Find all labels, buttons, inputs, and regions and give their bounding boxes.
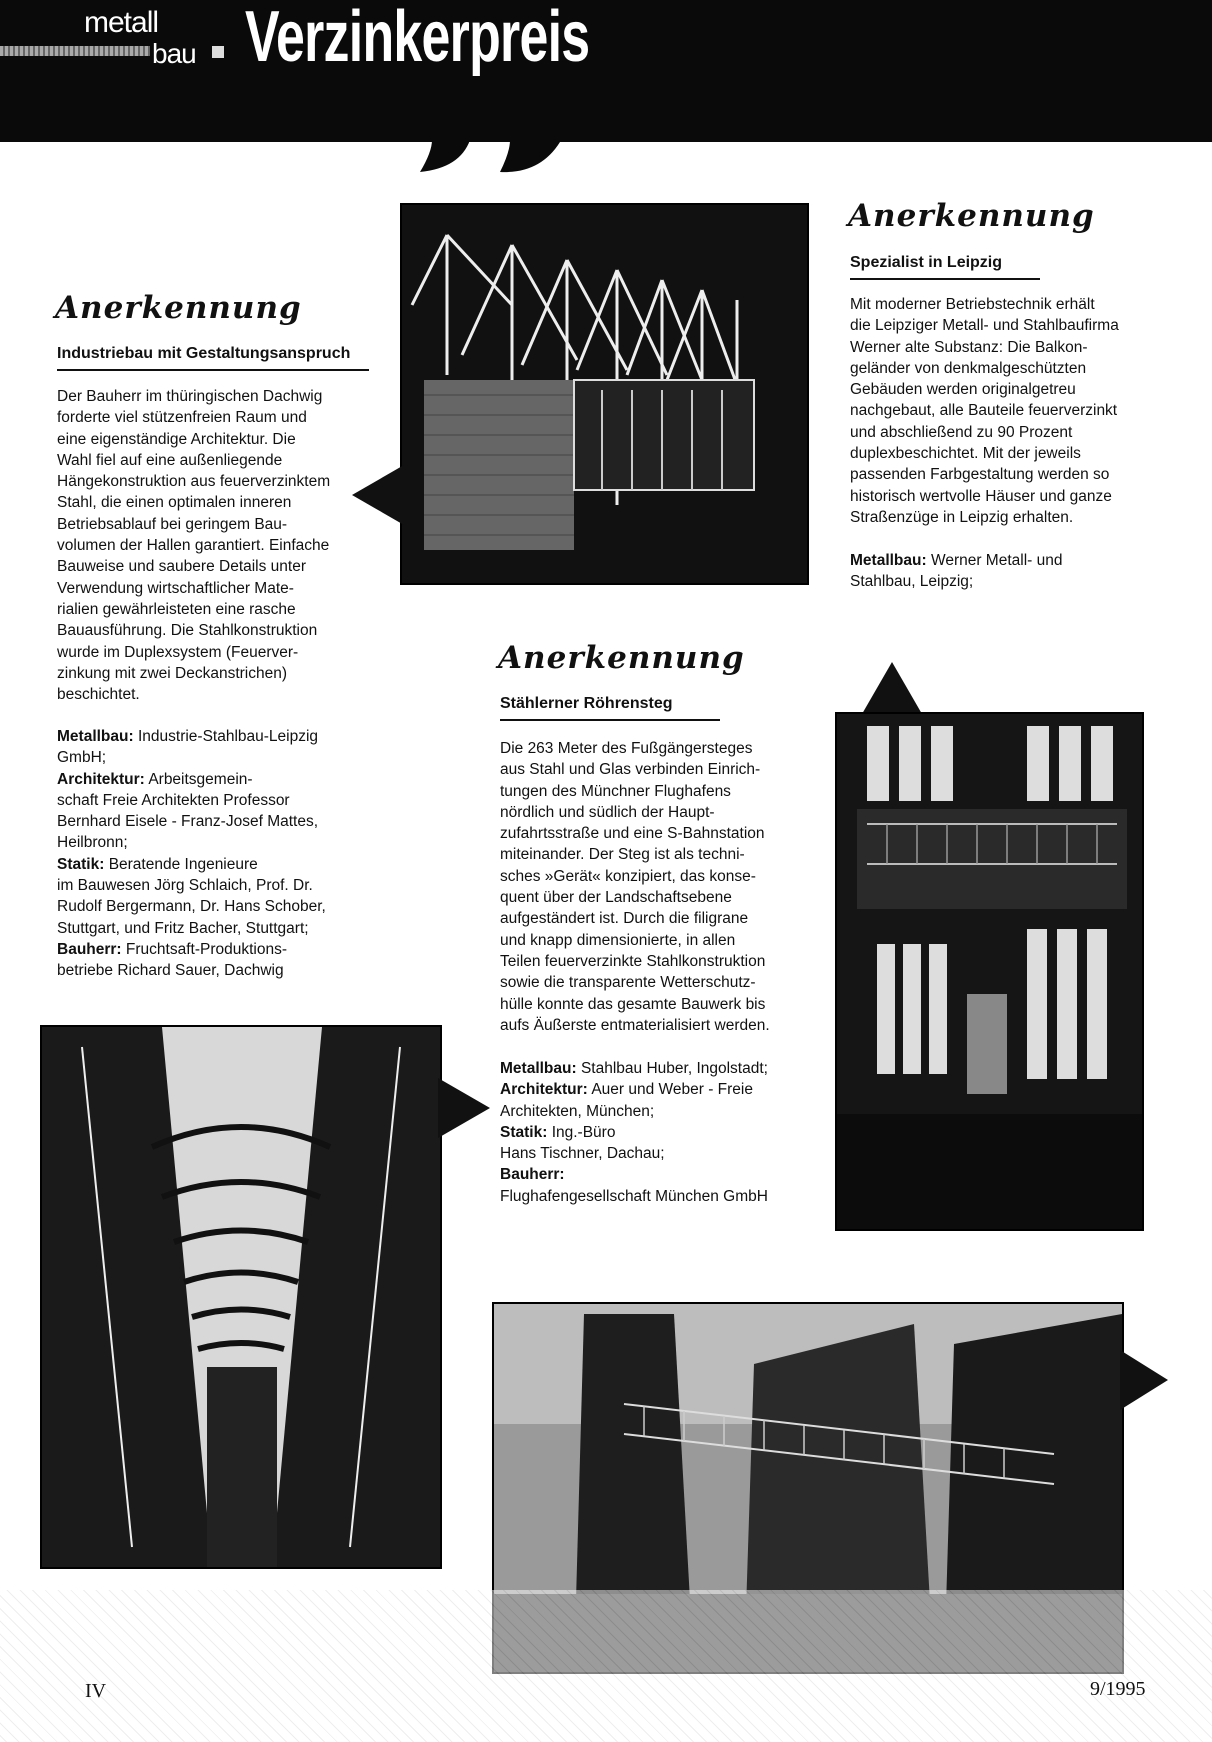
credit-line bbox=[500, 1186, 820, 1207]
body-line: aufs Äußerste entmaterialisiert werden. bbox=[500, 1016, 770, 1034]
article-3-body bbox=[500, 738, 820, 1036]
credit-line bbox=[57, 854, 377, 875]
credit-line bbox=[57, 726, 377, 747]
body-line: nördlich und südlich der Haupt- bbox=[500, 803, 715, 821]
credit-text: Stahlbau, Leipzig; bbox=[850, 573, 974, 591]
article-1-credits bbox=[57, 726, 377, 982]
page-title: Verzinkerpreis bbox=[245, 0, 590, 77]
credit-line bbox=[500, 1058, 820, 1079]
body-line: Bauweise und saubere Details unter bbox=[57, 558, 307, 576]
credit-text: Architekten, München; bbox=[500, 1102, 655, 1120]
credit-line bbox=[57, 896, 377, 917]
credit-line bbox=[57, 918, 377, 939]
article-1-subheading: Industriebau mit Gestaltungsanspruch bbox=[57, 345, 369, 371]
body-line: eine eigenständige Architektur. Die bbox=[57, 430, 296, 448]
body-line: duplexbeschichtet. Mit der jeweils bbox=[850, 445, 1081, 463]
credit-line bbox=[500, 1143, 820, 1164]
body-line: Hängekonstruktion aus feuerverzinktem bbox=[57, 473, 331, 491]
pointer-arrow-right-2 bbox=[1120, 1350, 1168, 1410]
pointer-arrow-right bbox=[438, 1078, 490, 1138]
body-line: Gebäuden werden originalgetreu bbox=[850, 381, 1076, 399]
body-line: tungen des Münchner Flughafens bbox=[500, 782, 731, 800]
credit-label: Architektur: bbox=[500, 1081, 588, 1099]
logo-bau: bau bbox=[152, 38, 196, 69]
page-number: IV bbox=[85, 1680, 107, 1702]
credit-text: Industrie-Stahlbau-Leipzig bbox=[137, 728, 319, 745]
credit-text: GmbH; bbox=[57, 749, 107, 767]
body-line: aus Stahl und Glas verbinden Einrich- bbox=[500, 761, 761, 779]
credit-line bbox=[500, 1079, 820, 1100]
credit-label: Metallbau: bbox=[57, 728, 134, 745]
article-2-body bbox=[850, 294, 1175, 528]
credit-text: im Bauwesen Jörg Schlaich, Prof. Dr. bbox=[57, 877, 313, 895]
body-line: aufgeständert ist. Durch die filigrane bbox=[500, 910, 749, 928]
credit-text: Bernhard Eisele - Franz-Josef Mattes, bbox=[57, 813, 319, 831]
body-line: Stahl, die einen optimalen inneren bbox=[57, 494, 292, 512]
decorative-95-graphic bbox=[360, 122, 580, 174]
article-3-subheading: Stählerner Röhrensteg bbox=[500, 695, 720, 721]
credit-label: Metallbau: bbox=[500, 1060, 577, 1077]
pointer-arrow-up bbox=[862, 662, 922, 714]
body-line: und knapp dimensionierte, in allen bbox=[500, 931, 736, 949]
credit-line bbox=[850, 550, 1175, 571]
article-2-subheading: Spezialist in Leipzig bbox=[850, 254, 1040, 280]
body-line: hülle konnte das gesamte Bauwerk bis bbox=[500, 995, 766, 1013]
article-1-heading: Anerkennung bbox=[55, 290, 302, 326]
body-line: passenden Farbgestaltung werden so bbox=[850, 466, 1110, 484]
body-line: beschichtet. bbox=[57, 686, 140, 704]
body-line: die Leipziger Metall- und Stahlbaufirma bbox=[850, 317, 1119, 335]
body-line: quent über der Landschaftsebene bbox=[500, 889, 732, 907]
article-2-credits bbox=[850, 550, 1175, 593]
credit-label: Bauherr: bbox=[500, 1166, 565, 1184]
body-line: Betriebsablauf bei geringem Bau- bbox=[57, 515, 288, 533]
body-line: zufahrtsstraße und eine S-Bahnstation bbox=[500, 825, 765, 843]
body-line: miteinander. Der Steg ist als techni- bbox=[500, 846, 745, 864]
body-line: sches »Gerät« konzipiert, das konse- bbox=[500, 867, 756, 885]
photo-industrial-hall bbox=[400, 203, 809, 585]
credit-text: betriebe Richard Sauer, Dachwig bbox=[57, 962, 284, 980]
logo-square bbox=[212, 46, 224, 58]
credit-label: Bauherr: bbox=[57, 940, 122, 958]
credit-text: schaft Freie Architekten Professor bbox=[57, 791, 290, 809]
credit-text: Stahlbau Huber, Ingolstadt; bbox=[580, 1060, 768, 1077]
credit-line bbox=[57, 747, 377, 768]
body-line: Teilen feuerverzinkte Stahlkonstruktion bbox=[500, 952, 766, 970]
body-line: volumen der Hallen garantiert. Einfache bbox=[57, 537, 330, 555]
credit-line bbox=[500, 1122, 820, 1143]
article-3-heading: Anerkennung bbox=[498, 640, 745, 676]
credit-line bbox=[57, 939, 377, 960]
scan-grain bbox=[0, 1590, 1212, 1742]
body-line: rialien gewährleisteten eine rasche bbox=[57, 600, 296, 618]
credit-text: Rudolf Bergermann, Dr. Hans Schober, bbox=[57, 898, 326, 916]
credit-line bbox=[57, 875, 377, 896]
credit-line bbox=[57, 960, 377, 981]
logo-rule bbox=[0, 46, 150, 56]
credit-text: Hans Tischner, Dachau; bbox=[500, 1145, 665, 1163]
body-line: Werner alte Substanz: Die Balkon- bbox=[850, 338, 1088, 356]
body-line: forderte viel stützenfreien Raum und bbox=[57, 409, 307, 427]
credit-label: Statik: bbox=[57, 855, 105, 873]
credit-text: Arbeitsgemein- bbox=[148, 770, 253, 788]
body-line: und abschließend zu 90 Prozent bbox=[850, 423, 1073, 441]
body-line: wurde im Duplexsystem (Feuerver- bbox=[57, 643, 299, 661]
credit-text: Stuttgart, und Fritz Bacher, Stuttgart; bbox=[57, 919, 309, 937]
logo-metall: metall bbox=[84, 6, 159, 39]
credit-label: Metallbau: bbox=[850, 552, 927, 569]
credit-line bbox=[850, 571, 1175, 592]
article-1-body bbox=[57, 386, 377, 705]
photo-tube-bridge bbox=[40, 1025, 442, 1569]
credit-text: Werner Metall- und bbox=[930, 552, 1063, 569]
credit-text: Ing.-Büro bbox=[551, 1123, 616, 1141]
credit-line bbox=[57, 811, 377, 832]
body-line: sowie die transparente Wetterschutz- bbox=[500, 974, 756, 992]
credit-line bbox=[57, 769, 377, 790]
body-line: Mit moderner Betriebstechnik erhält bbox=[850, 296, 1095, 313]
article-3-credits bbox=[500, 1058, 820, 1207]
credit-text: Flughafengesellschaft München GmbH bbox=[500, 1187, 768, 1205]
credit-text: Beratende Ingenieure bbox=[108, 855, 258, 873]
credit-text: Heilbronn; bbox=[57, 834, 128, 852]
credit-text: Fruchtsaft-Produktions- bbox=[125, 940, 288, 958]
body-line: historisch wertvolle Häuser und ganze bbox=[850, 487, 1112, 505]
body-line: Straßenzüge in Leipzig erhalten. bbox=[850, 508, 1074, 526]
body-line: geländer von denkmalgeschützten bbox=[850, 359, 1087, 377]
masthead bbox=[0, 0, 1212, 142]
body-line: Wahl fiel auf eine außenliegende bbox=[57, 451, 283, 469]
body-line: Der Bauherr im thüringischen Dachwig bbox=[57, 388, 323, 405]
body-line: zinkung mit zwei Deckanstrichen) bbox=[57, 664, 288, 682]
photo-balcony-facade bbox=[835, 712, 1144, 1231]
body-line: Die 263 Meter des Fußgängersteges bbox=[500, 740, 753, 757]
credit-line bbox=[57, 790, 377, 811]
body-line: Bauausführung. Die Stahlkonstruktion bbox=[57, 622, 318, 640]
credit-label: Architektur: bbox=[57, 770, 145, 788]
credit-line bbox=[500, 1164, 820, 1185]
body-line: nachgebaut, alle Bauteile feuerverzinkt bbox=[850, 402, 1118, 420]
credit-line bbox=[57, 832, 377, 853]
article-2-heading: Anerkennung bbox=[848, 198, 1095, 234]
credit-text: Auer und Weber - Freie bbox=[591, 1081, 753, 1099]
credit-line bbox=[500, 1101, 820, 1122]
issue-number: 9/1995 bbox=[1090, 1678, 1146, 1700]
body-line: Verwendung wirtschaftlicher Mate- bbox=[57, 579, 294, 597]
credit-label: Statik: bbox=[500, 1123, 548, 1141]
